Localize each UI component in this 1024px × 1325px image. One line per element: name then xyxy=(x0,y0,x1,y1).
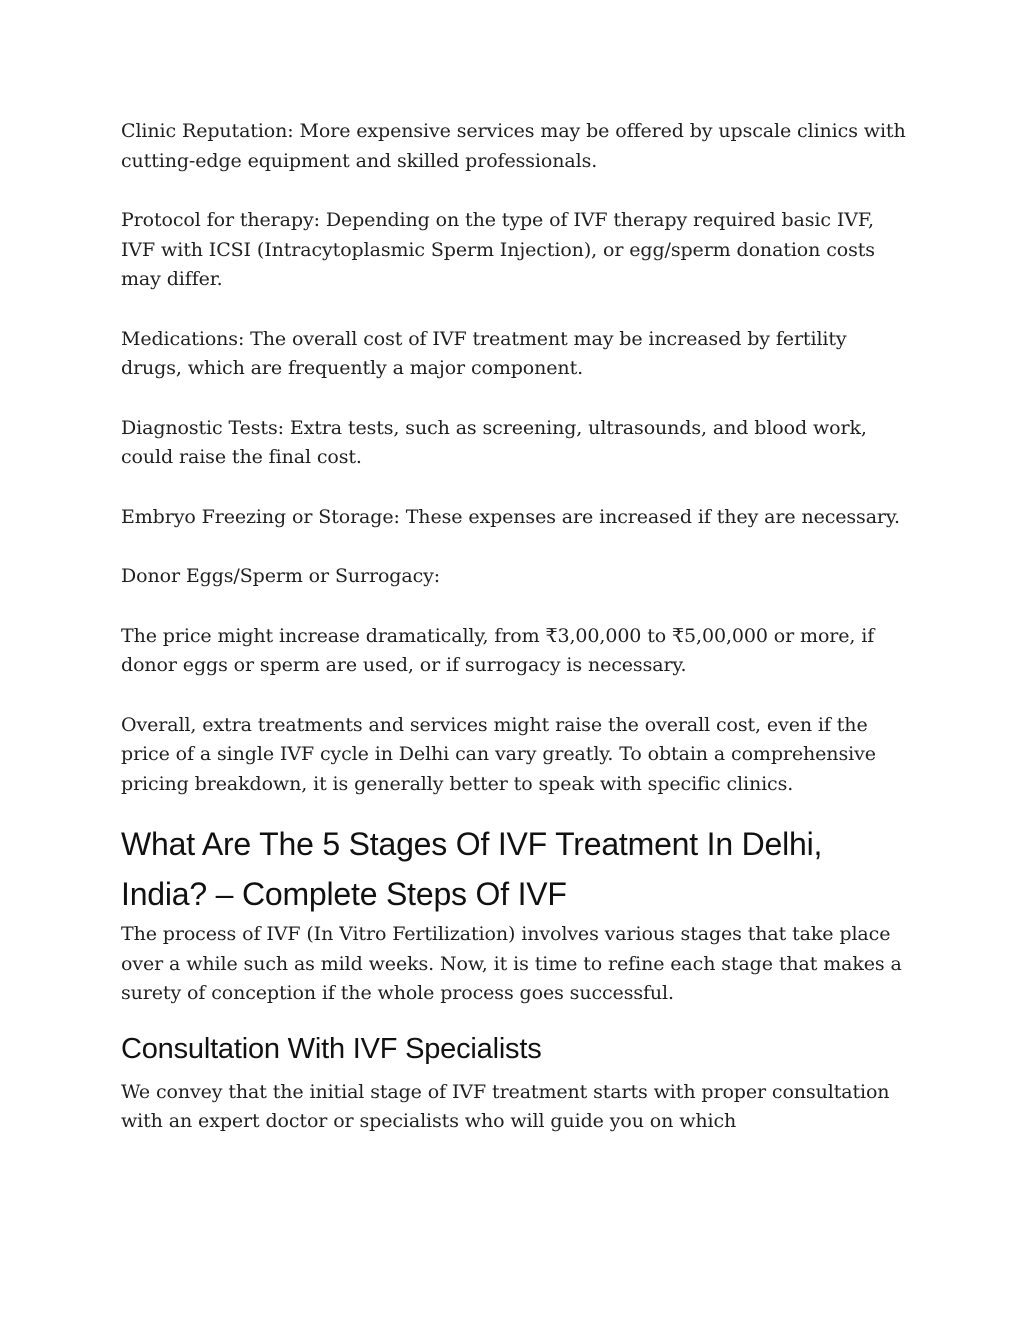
section-heading-consultation: Consultation With IVF Specialists xyxy=(121,1032,542,1065)
paragraph-consultation: We convey that the initial stage of IVF treatment starts with proper consultation with an expert doctor or specialists who will guide you on which xyxy=(121,1080,890,1132)
paragraph-therapy-protocol: Protocol for therapy: Depending on the type of IVF therapy required basic IVF, IVF with ICSI (Intracytoplasmic Sperm Injection), or egg/sperm donation costs may differ. xyxy=(121,209,875,290)
document-page xyxy=(121,117,911,1167)
paragraph-overall: Overall, extra treatments and services might raise the overall cost, even if the price of a single IVF cycle in Delhi can vary greatly. To obtain a comprehensive pricing breakdown, it is generally better to speak with specific clinics. xyxy=(121,713,876,795)
paragraph-medications: Medications: The overall cost of IVF treatment may be increased by fertility drugs, which are frequently a major component. xyxy=(121,327,847,379)
paragraph-embryo-freezing: Embryo Freezing or Storage: These expenses are increased if they are necessary. xyxy=(121,505,900,528)
paragraph-donor-heading: Donor Eggs/Sperm or Surrogacy: xyxy=(121,565,441,587)
paragraph-diagnostic-tests: Diagnostic Tests: Extra tests, such as screening, ultrasounds, and blood work, could raise the final cost. xyxy=(121,416,867,468)
paragraph-clinic-reputation: Clinic Reputation: More expensive services may be offered by upscale clinics with cutting-edge equipment and skilled professionals. xyxy=(121,120,906,172)
paragraph-donor-price: The price might increase dramatically, from ₹3,00,000 to ₹5,00,000 or more, if donor eggs or sperm are used, or if surrogacy is necessary. xyxy=(121,624,875,676)
section-heading-stages: What Are The 5 Stages Of IVF Treatment In Delhi, India? – Complete Steps Of IVF xyxy=(121,826,823,912)
paragraph-stages-intro: The process of IVF (In Vitro Fertilization) involves various stages that take place over a while such as mild weeks. Now, it is time to refine each stage that makes a surety of conception if the whole process goes successful. xyxy=(121,923,902,1004)
